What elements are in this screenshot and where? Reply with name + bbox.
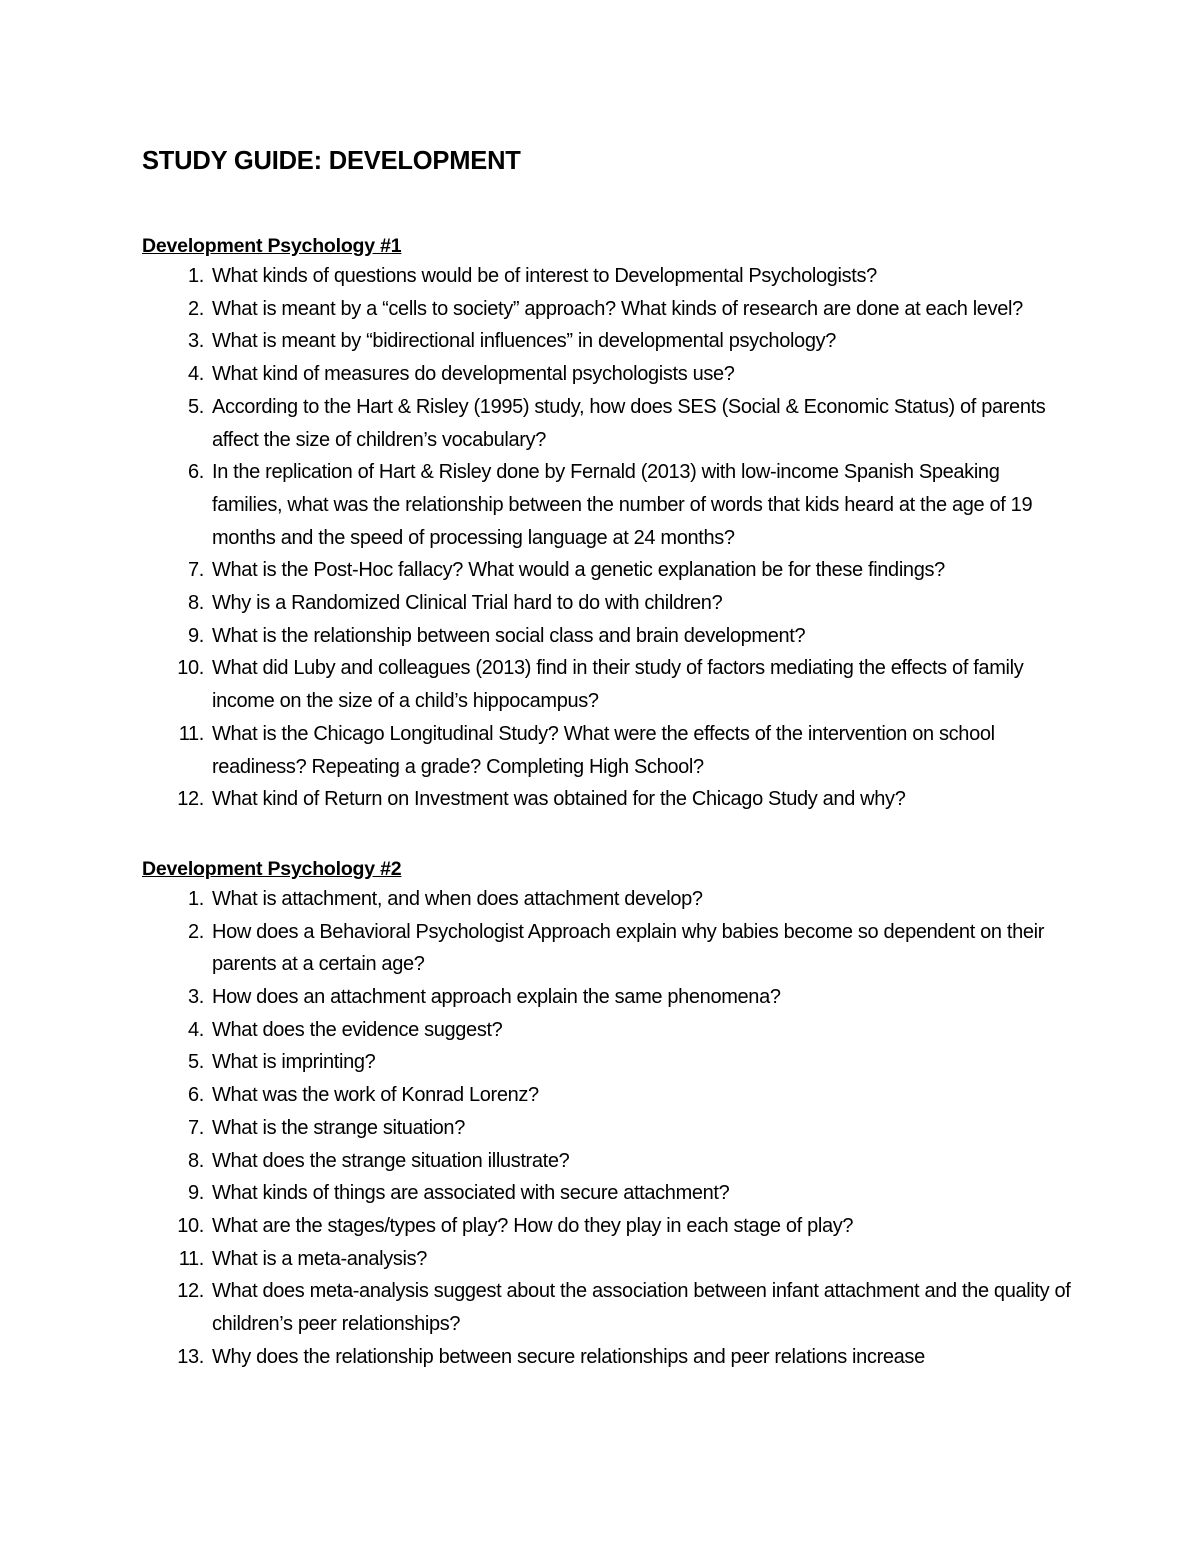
section-heading-1: Development Psychology #1 — [142, 235, 402, 257]
question-text: What are the stages/types of play? How do they play in each stage of play? — [212, 1214, 854, 1237]
question-text: What does the evidence suggest? — [212, 1018, 503, 1041]
question-item — [142, 883, 1072, 916]
question-number: 7. — [188, 1116, 204, 1139]
document-title: STUDY GUIDE: DEVELOPMENT — [142, 147, 521, 175]
question-text: What is attachment, and when does attachment develop? — [212, 887, 703, 910]
question-number: 8. — [188, 592, 204, 615]
question-text: In the replication of Hart & Risley done by Fernald (2013) with low-income Spanish Speaking families, what was the relationship between the number of words that kids heard at the age of 19 months and the speed of processing language at 24 months? — [212, 461, 1033, 549]
question-item — [142, 1112, 1072, 1145]
question-number: 13. — [177, 1345, 204, 1368]
question-number: 3. — [188, 986, 204, 1009]
question-item — [142, 260, 1072, 293]
question-number: 12. — [177, 788, 204, 811]
question-number: 11. — [178, 722, 204, 745]
question-text: What was the work of Konrad Lorenz? — [212, 1084, 539, 1107]
question-text: What is a meta-analysis? — [212, 1247, 428, 1270]
question-text: Why is a Randomized Clinical Trial hard to do with children? — [212, 592, 723, 615]
question-text: What kinds of questions would be of interest to Developmental Psychologists? — [212, 265, 877, 287]
question-number: 1. — [188, 887, 204, 910]
question-text: What kind of measures do developmental psychologists use? — [212, 363, 735, 386]
question-item — [142, 1046, 1072, 1079]
question-number: 5. — [188, 395, 204, 418]
question-item — [142, 1243, 1072, 1276]
question-text: What is the relationship between social class and brain development? — [212, 624, 806, 647]
question-number: 10. — [177, 657, 204, 680]
question-text: How does a Behavioral Psychologist Approach explain why babies become so dependent on their parents at a certain age? — [212, 920, 1045, 976]
question-number: 8. — [188, 1149, 204, 1172]
question-item — [142, 783, 1072, 816]
question-item — [142, 325, 1072, 358]
question-text: What kinds of things are associated with secure attachment? — [212, 1182, 730, 1205]
document-content — [142, 146, 1072, 1374]
question-item — [142, 981, 1072, 1014]
question-text: What does the strange situation illustrate? — [212, 1149, 570, 1172]
question-item — [142, 391, 1072, 456]
question-number: 5. — [188, 1051, 204, 1074]
question-number: 2. — [188, 297, 204, 320]
question-number: 12. — [177, 1280, 204, 1303]
question-number: 1. — [188, 265, 204, 287]
question-number: 9. — [188, 624, 204, 647]
question-item — [142, 587, 1072, 620]
section-heading-2: Development Psychology #2 — [142, 857, 402, 880]
question-text: What does meta-analysis suggest about the association between infant attachment and the quality of children’s peer relationships? — [212, 1280, 1071, 1336]
question-item — [142, 1341, 1072, 1374]
question-text: According to the Hart & Risley (1995) study, how does SES (Social & Economic Status) of parents affect the size of children’s vocabulary? — [212, 395, 1046, 451]
question-text: What is meant by a “cells to society” approach? What kinds of research are done at each level? — [212, 297, 1023, 320]
question-item — [142, 718, 1072, 783]
question-item — [142, 652, 1072, 717]
question-number: 3. — [188, 330, 204, 353]
question-number: 10. — [177, 1214, 204, 1237]
question-list-2 — [142, 883, 1072, 1374]
question-text: What is the strange situation? — [212, 1116, 465, 1139]
question-number: 4. — [188, 1018, 204, 1041]
question-number: 6. — [188, 1084, 204, 1107]
question-item — [142, 554, 1072, 587]
question-item — [142, 358, 1072, 391]
question-list-1 — [142, 260, 1072, 816]
question-item — [142, 620, 1072, 653]
question-text: What is meant by “bidirectional influences” in developmental psychology? — [212, 330, 837, 353]
question-number: 6. — [188, 461, 204, 484]
question-item — [142, 293, 1072, 326]
question-number: 4. — [188, 363, 204, 386]
question-item — [142, 916, 1072, 981]
question-text: What is the Chicago Longitudinal Study? What were the effects of the intervention on school readiness? Repeating a grade? Completing High School? — [212, 722, 995, 778]
question-text: What did Luby and colleagues (2013) find in their study of factors mediating the effects of family income on the size of a child’s hippocampus? — [212, 657, 1024, 713]
question-text: What is the Post-Hoc fallacy? What would a genetic explanation be for these findings? — [212, 559, 945, 582]
question-item — [142, 1145, 1072, 1178]
question-item — [142, 1014, 1072, 1047]
question-number: 7. — [188, 559, 204, 582]
question-text: How does an attachment approach explain the same phenomena? — [212, 986, 781, 1009]
question-number: 2. — [188, 920, 204, 943]
question-item — [142, 1177, 1072, 1210]
question-item — [142, 1079, 1072, 1112]
question-number: 11. — [178, 1247, 204, 1270]
question-number: 9. — [188, 1182, 204, 1205]
question-text: What kind of Return on Investment was obtained for the Chicago Study and why? — [212, 788, 906, 811]
question-item — [142, 456, 1072, 554]
question-item — [142, 1210, 1072, 1243]
question-text: What is imprinting? — [212, 1051, 376, 1074]
question-text: Why does the relationship between secure relationships and peer relations increase — [212, 1345, 925, 1368]
question-item — [142, 1275, 1072, 1340]
